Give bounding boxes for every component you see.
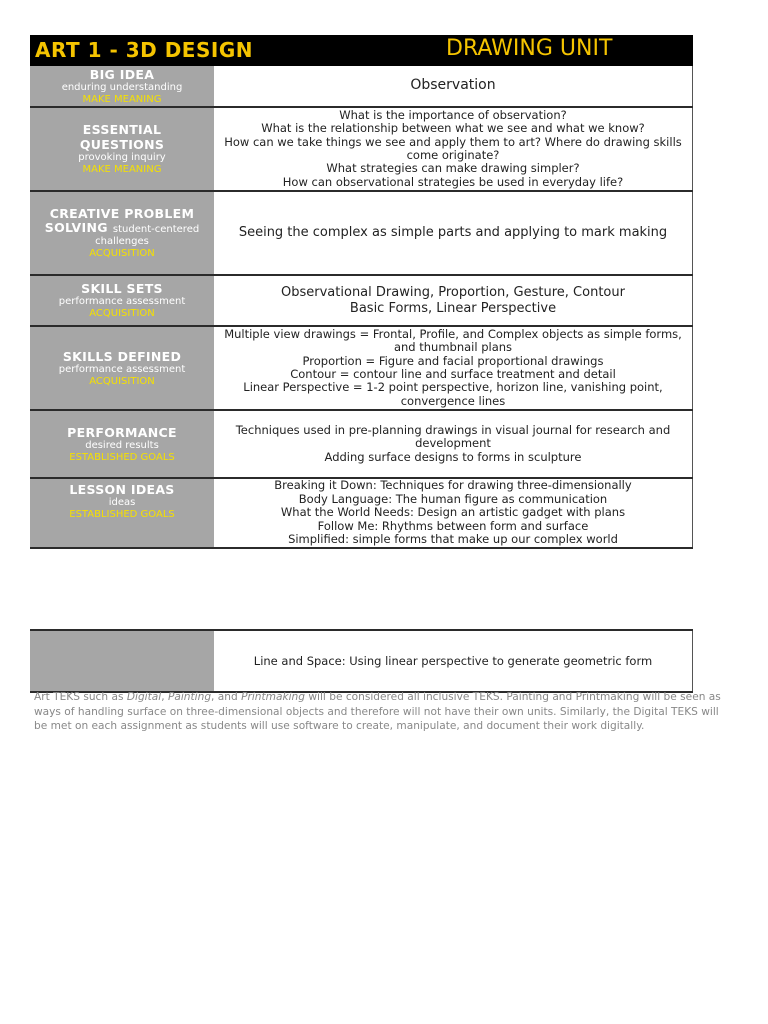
extra-lesson-label — [30, 631, 214, 691]
value-lesson-ideas: Breaking it Down: Techniques for drawing three-dimensionally Body Language: The human figure as communication What the World Needs: Design an artistic gadget with plans Follow Me: Rhythms between form and surface Simplified: simple forms that make up our complex world — [214, 478, 693, 548]
label-skills-defined: SKILLS DEFINED performance assessment ACQUISITION — [30, 326, 214, 410]
value-big-idea: Observation — [214, 66, 693, 107]
unit-header — [30, 35, 693, 66]
label-performance: PERFORMANCE desired results ESTABLISHED GOALS — [30, 410, 214, 478]
row-lesson-ideas — [30, 478, 693, 548]
value-skills-defined: Multiple view drawings = Frontal, Profile, and Complex objects as simple forms, and thumbnail plans Proportion = Figure and facial proportional drawings Contour = contour line and surface treatment and detail Linear Perspective = 1-2 point perspective, horizon line, vanishing point, convergence lines — [214, 326, 693, 410]
value-performance: Techniques used in pre-planning drawings in visual journal for research and development Adding surface designs to forms in sculpture — [214, 410, 693, 478]
row-big-idea — [30, 66, 693, 107]
course-title: ART 1 - 3D DESIGN — [35, 38, 253, 62]
row-skill-sets — [30, 275, 693, 326]
row-essential-questions — [30, 107, 693, 191]
unit-table — [30, 66, 693, 549]
label-creative-problem-solving: CREATIVE PROBLEM SOLVING student-centered challenges ACQUISITION — [30, 191, 214, 275]
extra-lesson-row — [30, 629, 693, 693]
row-skills-defined — [30, 326, 693, 410]
label-skill-sets: SKILL SETS performance assessment ACQUISITION — [30, 275, 214, 326]
row-performance — [30, 410, 693, 478]
unit-title: DRAWING UNIT — [446, 36, 613, 61]
value-essential-questions: What is the importance of observation? What is the relationship between what we see and what we know? How can we take things we see and apply them to art? Where do drawing skills come originate? What strategies can make drawing simpler? How can observational strategies be used in everyday life? — [214, 107, 693, 191]
label-lesson-ideas: LESSON IDEAS ideas ESTABLISHED GOALS — [30, 478, 214, 548]
label-essential-questions: ESSENTIAL QUESTIONS provoking inquiry MAKE MEANING — [30, 107, 214, 191]
value-skill-sets: Observational Drawing, Proportion, Gesture, Contour Basic Forms, Linear Perspective — [214, 275, 693, 326]
value-creative-problem-solving: Seeing the complex as simple parts and applying to mark making — [214, 191, 693, 275]
row-creative-problem-solving — [30, 191, 693, 275]
teks-note: Art TEKS such as Digital, Painting, and Printmaking will be considered all inclusive TEKS. Painting and Printmaking will be seen as ways of handling surface on three-dimensional objects and therefore will not have their own units. Similarly, the Digital TEKS will be met on each assignment as students will use software to create, manipulate, and document their work digitally. — [34, 691, 721, 732]
extra-lesson-value: Line and Space: Using linear perspective to generate geometric form — [214, 631, 693, 691]
label-big-idea: BIG IDEA enduring understanding MAKE MEANING — [30, 66, 214, 107]
